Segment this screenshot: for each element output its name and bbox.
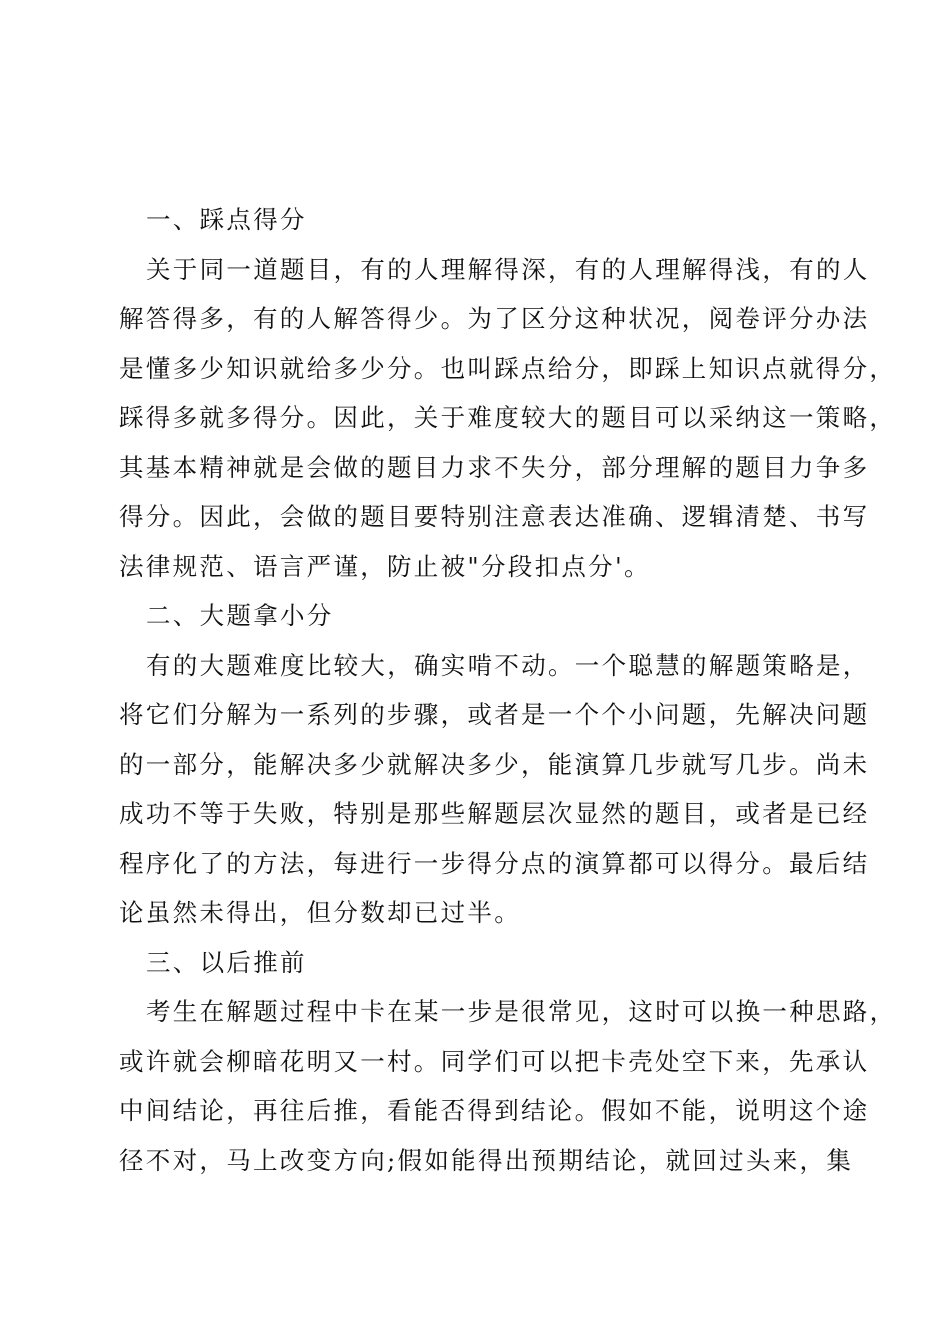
section-heading-1: 一、踩点得分 [146,205,307,234]
paragraph-line: 得分。因此，会做的题目要特别注意表达准确、逻辑清楚、书写 [119,502,870,531]
section-heading-2: 二、大题拿小分 [146,601,334,630]
paragraph-line: 或许就会柳暗花明又一村。同学们可以把卡壳处空下来，先承认 [119,1046,870,1076]
paragraph-line: 法律规范、语言严谨，防止被"分段扣点分'。 [119,551,651,581]
paragraph-line: 程序化了的方法，每进行一步得分点的演算都可以得分。最后结 [119,848,870,878]
document-body [119,195,897,1185]
paragraph-line: 其基本精神就是会做的题目力求不失分，部分理解的题目力争多 [119,452,870,482]
paragraph-line: 踩得多就多得分。因此，关于难度较大的题目可以采纳这一策略， [119,403,897,432]
paragraph-line: 考生在解题过程中卡在某一步是很常见，这时可以换一种思路， [146,997,897,1026]
section-heading-3: 三、以后推前 [146,947,307,977]
paragraph-line: 中间结论，再往后推，看能否得到结论。假如不能，说明这个途 [119,1096,870,1125]
paragraph-line: 有的大题难度比较大，确实啃不动。一个聪慧的解题策略是， [146,650,870,680]
paragraph-line: 径不对，马上改变方向;假如能得出预期结论，就回过头来，集 [119,1145,854,1175]
paragraph-line: 是懂多少知识就给多少分。也叫踩点给分，即踩上知识点就得分， [119,353,897,383]
paragraph-line: 解答得多，有的人解答得少。为了区分这种状况，阅卷评分办法 [119,304,870,333]
paragraph-line: 成功不等于失败，特别是那些解题层次显然的题目，或者是已经 [119,799,870,828]
paragraph-line: 的一部分，能解决多少就解决多少，能演算几步就写几步。尚未 [119,749,870,779]
paragraph-line: 论虽然未得出，但分数却已过半。 [119,898,521,927]
paragraph-line: 将它们分解为一系列的步骤，或者是一个个小问题，先解决问题 [119,700,870,729]
paragraph-line: 关于同一道题目，有的人理解得深，有的人理解得浅，有的人 [146,254,870,284]
